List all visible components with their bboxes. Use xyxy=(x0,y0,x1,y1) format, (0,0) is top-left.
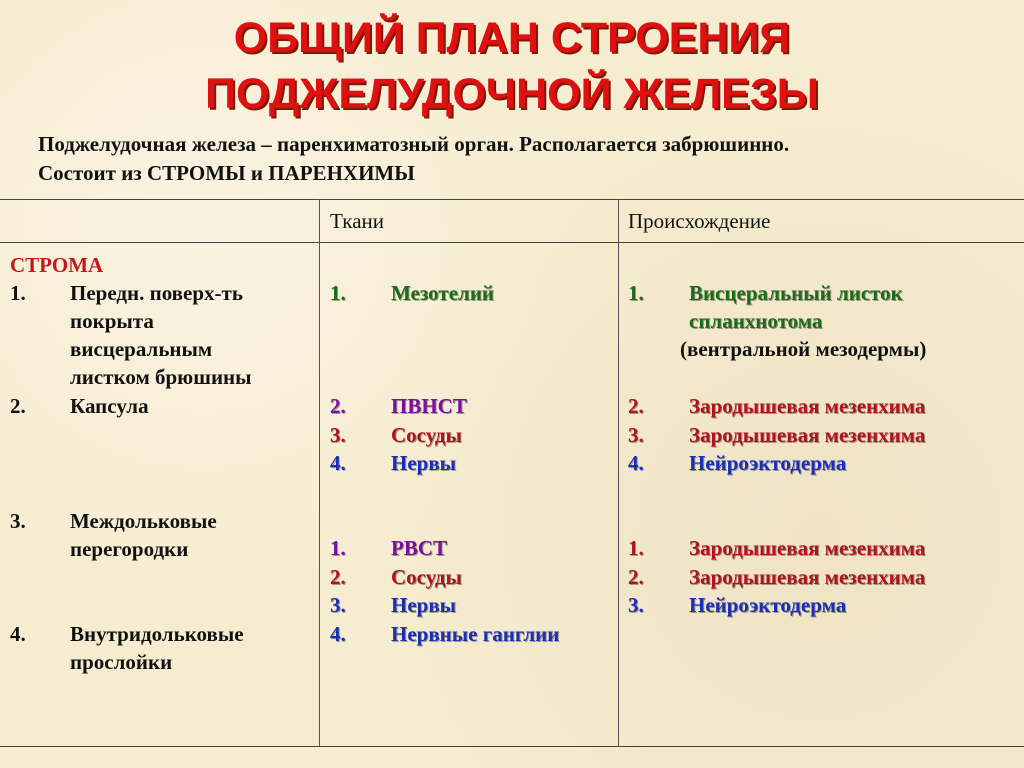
origin-4-label: Нейроэктодерма xyxy=(689,451,847,475)
header-tissues: Ткани xyxy=(330,209,384,233)
origin-1-line-3: (вентральной мезодермы) xyxy=(680,337,927,361)
tissue-4-label: Нервы xyxy=(391,451,457,475)
structure-3-line-1: Междольковые xyxy=(70,509,217,533)
tissue-4-num: 4. xyxy=(330,451,346,475)
structure-4-line-1: Внутридольковые xyxy=(70,622,244,646)
origin-1-num: 1. xyxy=(628,281,644,305)
tissue-5-label: РВСТ xyxy=(391,536,448,560)
tissue-6-num: 2. xyxy=(330,565,346,589)
structure-3-line-2: перегородки xyxy=(70,537,189,561)
tissue-3-label: Сосуды xyxy=(391,423,462,447)
structure-3-num: 3. xyxy=(10,509,26,533)
structure-2-num: 2. xyxy=(10,394,26,418)
title-line-1: ОБЩИЙ ПЛАН СТРОЕНИЯ xyxy=(233,14,791,62)
intro-line-1: Поджелудочная железа – паренхиматозный орган. Располагается забрюшинно. xyxy=(38,132,790,156)
origin-7-label: Нейроэктодерма xyxy=(689,593,847,617)
tissue-7-label: Нервы xyxy=(391,593,457,617)
tissue-5-num: 1. xyxy=(330,536,346,560)
origin-6-label: Зародышевая мезенхима xyxy=(689,565,926,589)
origin-7-num: 3. xyxy=(628,593,644,617)
tissue-8-num: 4. xyxy=(330,622,346,646)
origin-5-num: 1. xyxy=(628,536,644,560)
tissue-6-label: Сосуды xyxy=(391,565,462,589)
origin-5-label: Зародышевая мезенхима xyxy=(689,536,926,560)
tissue-1-num: 1. xyxy=(330,281,346,305)
structure-4-line-2: прослойки xyxy=(70,650,173,674)
structure-1-line-3: висцеральным xyxy=(70,337,213,361)
tissue-7-num: 3. xyxy=(330,593,346,617)
table-col-divider-2 xyxy=(618,199,619,747)
origin-2-num: 2. xyxy=(628,394,644,418)
tissue-2-label: ПВНСТ xyxy=(391,394,467,418)
table-col-divider-1 xyxy=(319,199,320,747)
table-header-border xyxy=(0,242,1024,243)
origin-1-line-1: Висцеральный листок xyxy=(689,281,903,305)
tissue-1-label: Мезотелий xyxy=(391,281,495,305)
tissue-8-label: Нервные ганглии xyxy=(391,622,560,646)
structure-1-line-4: листком брюшины xyxy=(70,365,252,389)
section-label-stroma: СТРОМА xyxy=(10,253,104,277)
origin-3-label: Зародышевая мезенхима xyxy=(689,423,926,447)
origin-3-num: 3. xyxy=(628,423,644,447)
title-line-2: ПОДЖЕЛУДОЧНОЙ ЖЕЛЕЗЫ xyxy=(205,70,819,118)
structure-1-num: 1. xyxy=(10,281,26,305)
origin-4-num: 4. xyxy=(628,451,644,475)
intro-line-2: Состоит из СТРОМЫ и ПАРЕНХИМЫ xyxy=(38,161,415,185)
tissue-3-num: 3. xyxy=(330,423,346,447)
intro-text xyxy=(38,130,998,188)
structure-2-line-1: Капсула xyxy=(70,394,149,418)
slide-title xyxy=(0,10,1024,122)
tissue-2-num: 2. xyxy=(330,394,346,418)
structure-1-line-1: Передн. поверх-ть xyxy=(70,281,243,305)
table-bottom-border xyxy=(0,746,1024,747)
origin-1-line-2: спланхнотома xyxy=(689,309,823,333)
structure-4-num: 4. xyxy=(10,622,26,646)
header-origin: Происхождение xyxy=(628,209,771,233)
origin-6-num: 2. xyxy=(628,565,644,589)
table-top-border xyxy=(0,199,1024,200)
origin-2-label: Зародышевая мезенхима xyxy=(689,394,926,418)
structure-1-line-2: покрыта xyxy=(70,309,154,333)
